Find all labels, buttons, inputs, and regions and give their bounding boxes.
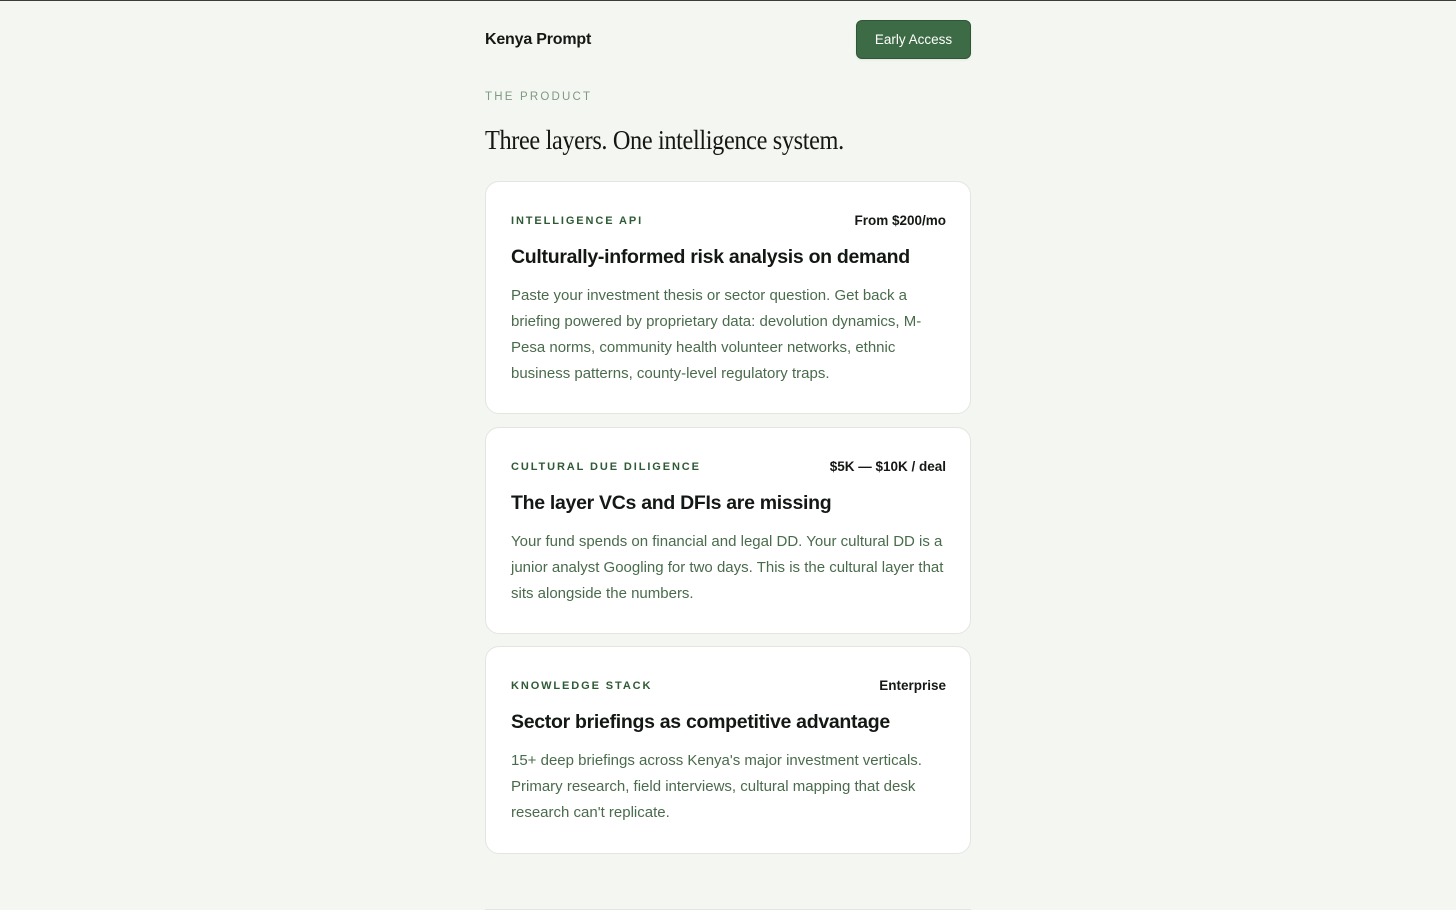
card-description: 15+ deep briefings across Kenya's major investment verticals. Primary research, field interviews, cultural mapping that desk research can't replicate.	[511, 752, 922, 821]
card-title: Culturally-informed risk analysis on demand	[511, 246, 910, 268]
section-eyebrow: THE PRODUCT	[485, 91, 593, 103]
product-card-intelligence-api	[485, 181, 971, 414]
card-price: Enterprise	[879, 678, 946, 693]
section-heading: Three layers. One intelligence system.	[485, 125, 844, 155]
page-container	[485, 1, 971, 821]
top-nav	[485, 1, 971, 81]
card-description: Paste your investment thesis or sector question. Get back a briefing powered by proprietary data: devolution dynamics, M-Pesa norms, community health volunteer networks, ethnic business patterns, county-level regulatory traps.	[511, 287, 922, 382]
brand-name[interactable]: Kenya Prompt	[485, 31, 592, 48]
product-card-cultural-due-diligence	[485, 427, 971, 634]
card-title: Sector briefings as competitive advantage	[511, 711, 890, 733]
card-title: The layer VCs and DFIs are missing	[511, 492, 832, 514]
card-price: From $200/mo	[854, 213, 946, 228]
card-price: $5K — $10K / deal	[829, 459, 946, 474]
product-card-knowledge-stack	[485, 646, 971, 854]
card-label: CULTURAL DUE DILIGENCE	[511, 461, 701, 473]
card-label: INTELLIGENCE API	[511, 215, 644, 227]
card-description: Your fund spends on financial and legal DD. Your cultural DD is a junior analyst Googling for two days. This is the cultural layer that sits alongside the numbers.	[511, 533, 944, 602]
card-label: KNOWLEDGE STACK	[511, 680, 653, 692]
early-access-button[interactable]: Early Access	[856, 20, 971, 59]
